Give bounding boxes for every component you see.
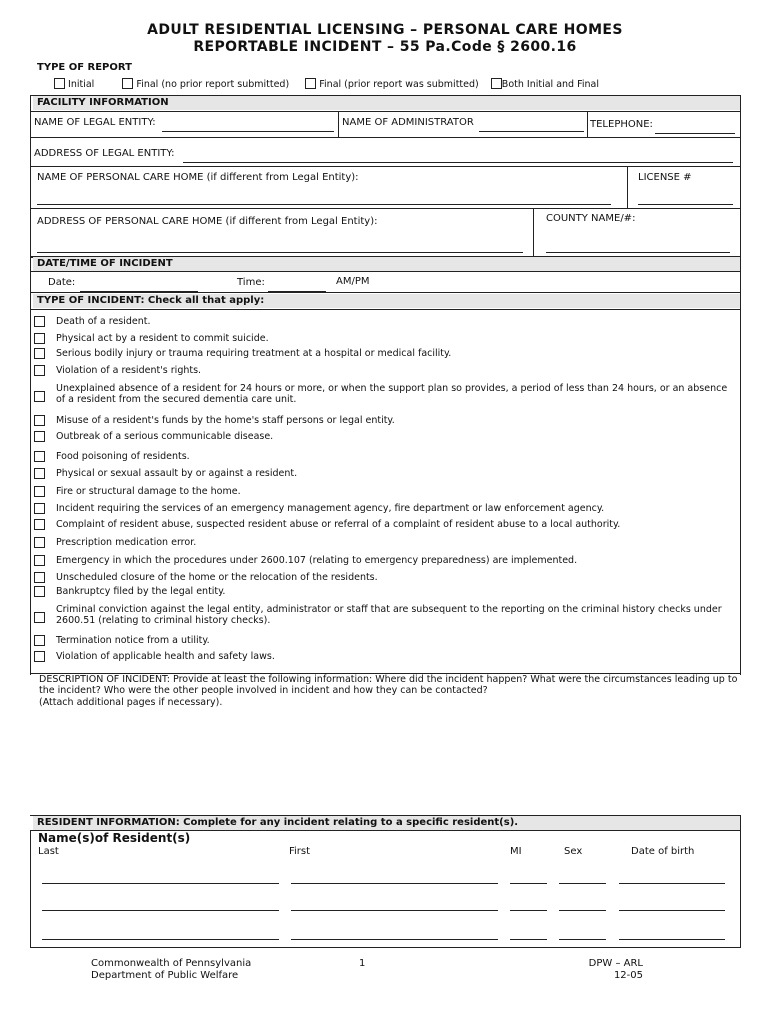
incident-item[interactable]	[34, 431, 734, 442]
report-type-both[interactable]: Both Initial and Final	[491, 79, 599, 90]
pch-address-field[interactable]	[37, 238, 523, 253]
incident-label: Emergency in which the procedures under 2600.107 (relating to emergency preparedness) are implemented.	[56, 555, 578, 566]
incident-item[interactable]	[34, 555, 734, 566]
description-note: (Attach additional pages if necessary).	[39, 697, 223, 708]
incident-checkbox[interactable]	[34, 486, 45, 497]
incident-item[interactable]	[34, 503, 734, 514]
administrator-label: NAME OF ADMINISTRATOR	[342, 117, 474, 128]
incident-checkbox[interactable]	[34, 333, 45, 344]
license-field[interactable]	[638, 190, 733, 205]
footer-form-id	[587, 958, 643, 982]
resident-field[interactable]	[559, 896, 606, 911]
footer-org	[91, 958, 251, 982]
incident-item[interactable]	[34, 586, 734, 597]
resident-field[interactable]	[559, 869, 606, 884]
footer-org-line1: Commonwealth of Pennsylvania	[91, 958, 252, 969]
description-field[interactable]	[36, 712, 738, 816]
incident-label: Serious bodily injury or trauma requiring treatment at a hospital or medical facility.	[56, 348, 452, 359]
resident-field[interactable]	[510, 925, 547, 940]
report-type-options	[54, 78, 599, 90]
administrator-field[interactable]	[479, 117, 584, 132]
report-type-final-prior[interactable]: Final (prior report was submitted)	[305, 79, 479, 90]
incident-checkbox[interactable]	[34, 316, 45, 327]
incident-item[interactable]	[34, 651, 734, 662]
resident-field[interactable]	[619, 896, 725, 911]
report-type-final-no-prior[interactable]: Final (no prior report submitted)	[122, 79, 289, 90]
incident-checkbox[interactable]	[34, 415, 45, 426]
county-label: COUNTY NAME/#:	[546, 213, 636, 224]
incident-item[interactable]	[34, 415, 734, 426]
incident-label: Violation of applicable health and safety laws.	[56, 651, 275, 662]
incident-type-heading: TYPE OF INCIDENT: Check all that apply:	[33, 294, 740, 308]
incident-checkbox[interactable]	[34, 468, 45, 479]
incident-checkbox[interactable]	[34, 612, 45, 623]
incident-checkbox[interactable]	[34, 451, 45, 462]
time-field[interactable]	[268, 277, 326, 292]
resident-field[interactable]	[510, 896, 547, 911]
incident-label: Food poisoning of residents.	[56, 451, 190, 462]
footer-org-line2: Department of Public Welfare	[91, 970, 239, 981]
resident-field[interactable]	[559, 925, 606, 940]
resident-field[interactable]	[510, 869, 547, 884]
incident-checkbox[interactable]	[34, 348, 45, 359]
telephone-label: TELEPHONE:	[590, 119, 653, 130]
report-type-initial[interactable]: Initial	[54, 79, 94, 90]
facility-heading: FACILITY INFORMATION	[33, 96, 740, 110]
license-label: LICENSE #	[638, 172, 692, 183]
incident-label: Unscheduled closure of the home or the relocation of the residents.	[56, 572, 378, 583]
datetime-heading: DATE/TIME OF INCIDENT	[33, 257, 740, 271]
incident-checkbox[interactable]	[34, 503, 45, 514]
incident-label: Criminal conviction against the legal entity, administrator or staff that are subsequent to the reporting on the criminal history checks under 2600.51 (relating to criminal history checks).	[56, 604, 722, 626]
incident-item[interactable]	[34, 333, 734, 344]
col-sex: Sex	[564, 846, 583, 857]
incident-item[interactable]	[34, 635, 734, 646]
report-type-label: TYPE OF REPORT	[37, 62, 132, 73]
resident-field[interactable]	[42, 896, 279, 911]
legal-entity-field[interactable]	[162, 117, 334, 132]
legal-entity-address-field[interactable]	[183, 148, 733, 163]
incident-item[interactable]	[34, 365, 734, 376]
resident-heading: RESIDENT INFORMATION: Complete for any incident relating to a specific resident(s).	[33, 816, 740, 830]
description-prompt: DESCRIPTION OF INCIDENT: Provide at least the following information: Where did the incident happen? What were the circumstances leading up to the incident? Who were the other people involved in incident and how they can be contacted?	[39, 674, 738, 696]
checkbox[interactable]	[491, 78, 502, 89]
resident-field[interactable]	[42, 925, 279, 940]
form-title-line1: ADULT RESIDENTIAL LICENSING – PERSONAL CARE HOMES	[147, 22, 623, 38]
col-mi: MI	[510, 846, 522, 857]
incident-checkbox[interactable]	[34, 572, 45, 583]
incident-checkbox[interactable]	[34, 391, 45, 402]
incident-label: Unexplained absence of a resident for 24 hours or more, or when the support plan so provides, a period of less than 24 hours, or an absence of a resident from the secured dementia care unit.	[56, 383, 728, 405]
incident-item[interactable]	[34, 383, 734, 405]
incident-label: Fire or structural damage to the home.	[56, 486, 241, 497]
resident-names-heading: Name(s)of Resident(s)	[38, 831, 191, 845]
incident-label: Misuse of a resident's funds by the home's staff persons or legal entity.	[56, 415, 395, 426]
date-label: Date:	[48, 277, 76, 288]
checkbox[interactable]	[54, 78, 65, 89]
county-field[interactable]	[546, 238, 730, 253]
pch-name-field[interactable]	[37, 190, 611, 205]
time-label: Time:	[237, 277, 265, 288]
incident-label: Complaint of resident abuse, suspected resident abuse or referral of a complaint of resident abuse to a local authority.	[56, 519, 621, 530]
page-number: 1	[359, 958, 366, 969]
resident-field[interactable]	[291, 896, 498, 911]
date-field[interactable]	[80, 277, 198, 292]
incident-item[interactable]	[34, 468, 734, 479]
incident-label: Termination notice from a utility.	[56, 635, 210, 646]
incident-label: Bankruptcy filed by the legal entity.	[56, 586, 226, 597]
checkbox[interactable]	[305, 78, 316, 89]
incident-item[interactable]	[34, 451, 734, 462]
form-title-line2: REPORTABLE INCIDENT – 55 Pa.Code § 2600.16	[193, 39, 577, 55]
resident-field[interactable]	[291, 869, 498, 884]
incident-checkbox[interactable]	[34, 431, 45, 442]
incident-checkbox[interactable]	[34, 537, 45, 548]
col-dob: Date of birth	[631, 846, 695, 857]
incident-label: Physical or sexual assault by or against a resident.	[56, 468, 298, 479]
col-last: Last	[38, 846, 59, 857]
ampm-label: AM/PM	[336, 276, 370, 287]
incident-label: Outbreak of a serious communicable disease.	[56, 431, 274, 442]
incident-label: Violation of a resident's rights.	[56, 365, 202, 376]
incident-checkbox[interactable]	[34, 651, 45, 662]
incident-checkbox[interactable]	[34, 555, 45, 566]
form-code: DPW – ARL	[588, 958, 643, 969]
incident-label: Physical act by a resident to commit suicide.	[56, 333, 269, 344]
resident-field[interactable]	[619, 925, 725, 940]
incident-checkbox[interactable]	[34, 365, 45, 376]
legal-entity-address-label: ADDRESS OF LEGAL ENTITY:	[34, 148, 175, 159]
incident-item[interactable]	[34, 348, 734, 359]
incident-item[interactable]	[34, 486, 734, 497]
incident-item[interactable]	[34, 519, 734, 530]
incident-checkbox[interactable]	[34, 586, 45, 597]
incident-item[interactable]	[34, 316, 734, 327]
checkbox[interactable]	[122, 78, 133, 89]
incident-label: Prescription medication error.	[56, 537, 197, 548]
pch-address-label: ADDRESS OF PERSONAL CARE HOME (if different from Legal Entity):	[37, 216, 378, 227]
incident-checkbox[interactable]	[34, 635, 45, 646]
incident-label: Incident requiring the services of an emergency management agency, fire department or law enforcement agency.	[56, 503, 605, 514]
col-first: First	[289, 846, 311, 857]
legal-entity-label: NAME OF LEGAL ENTITY:	[34, 117, 156, 128]
resident-field[interactable]	[291, 925, 498, 940]
pch-name-label: NAME OF PERSONAL CARE HOME (if different from Legal Entity):	[37, 172, 359, 183]
incident-item[interactable]	[34, 537, 734, 548]
telephone-field[interactable]	[655, 119, 735, 134]
incident-item[interactable]	[34, 604, 734, 626]
incident-checkbox[interactable]	[34, 519, 45, 530]
resident-field[interactable]	[42, 869, 279, 884]
incident-item[interactable]	[34, 572, 734, 583]
incident-label: Death of a resident.	[56, 316, 151, 327]
form-date: 12-05	[613, 970, 643, 981]
resident-field[interactable]	[619, 869, 725, 884]
